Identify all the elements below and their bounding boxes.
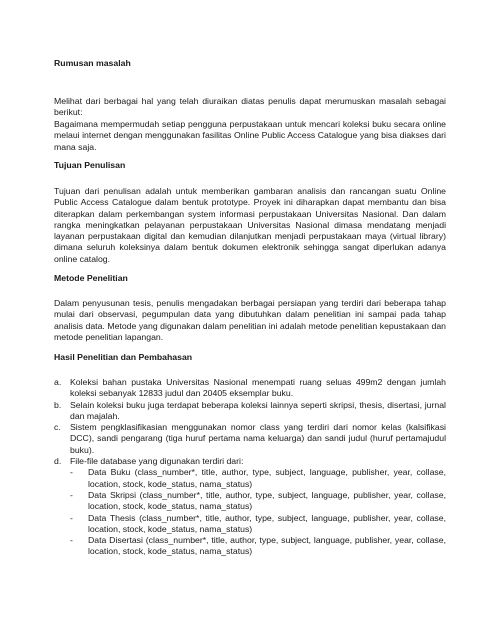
list-marker: d. [54,456,62,467]
list-item [54,400,446,423]
sub-list-item-text: Data Skripsi (class_number*, title, author, type, subject, language, publisher, year, collase, location, stock, kode_status, nama_status) [88,489,446,512]
list-marker: c. [54,422,61,433]
paragraph-metode: Dalam penyusunan tesis, penulis mengadakan berbagai persiapan yang terdiri dari beberapa tahap mulai dari observasi, pegumpulan data yang dibutuhkan dalam penelitian ini sampai pada tahap analisis data. Metode yang digunakan dalam penelitian ini adalah metode penelitian kepustakaan dan metode penelitian lapangan. [54,298,446,342]
heading-metode-penelitian: Metode Penelitian [54,273,128,283]
sub-list-item [54,535,446,558]
sub-list-item [54,467,446,490]
heading-hasil-penelitian: Hasil Penelitian dan Pembahasan [54,352,193,362]
results-list [54,377,446,558]
list-item-text: Sistem pengklasifikasian menggunakan nomor class yang terdiri dari nomor kelas (kalsifikasi DCC), sandi pengarang (tiga huruf pertama nama keluarga) dan sandi judul (huruf pertamajudul buku). [70,422,446,455]
dash-marker: - [70,535,73,546]
sub-list-item-text: Data Buku (class_number*, title, author, type, subject, language, publisher, year, collase, location, stock, kode_status, nama_status) [88,467,446,489]
heading-rumusan-masalah: Rumusan masalah [54,58,131,68]
list-item [54,377,446,400]
list-marker: b. [54,399,62,410]
list-item-text: File-file database yang digunakan terdiri dari: [70,456,244,467]
dash-marker: - [70,489,73,500]
sub-list-item [54,513,446,536]
dash-marker: - [70,467,73,478]
dash-marker: - [70,512,73,523]
heading-tujuan-penulisan: Tujuan Penulisan [54,160,126,170]
list-item-text: Selain koleksi buku juga terdapat beberapa koleksi lainnya seperti skripsi, thesis, disertasi, jurnal dan majalah. [70,399,446,421]
sub-list-item-text: Data Thesis (class_number*, title, author, type, subject, language, publisher, year, collase, location, stock, kode_status, nama_status) [88,512,446,534]
list-item-text: Koleksi bahan pustaka Universitas Nasional menempati ruang seluas 499m2 dengan jumlah koleksi sebanyak 12833 judul dan 20405 eksemplar buku. [70,377,446,399]
list-item [54,422,446,456]
sub-list-item-text: Data Disertasi (class_number*, title, author, type, subject, language, publisher, year, collase, location, stock, kode_status, nama_status) [88,535,446,557]
paragraph-rumusan-body: Bagaimana mempermudah setiap pengguna perpustakaan untuk mencari koleksi buku secara online melaui internet dengan menggunakan fasilitas Online Public Access Catalogue yang bisa diakses dari mana saja. [54,119,446,152]
sub-list-item [54,490,446,513]
list-marker: a. [54,377,62,387]
paragraph-tujuan: Tujuan dari penulisan adalah untuk memberikan gambaran analisis dan rancangan suatu Online Public Access Catalogue dalam bentuk prototype. Proyek ini diharapkan dapat membantu dan bisa diterapkan dalam perkembangan system informasi perpustakaan Universitas Nasional. Dan dalam rangka meningkatkan pelayanan perpustakaan Universitas Nasional dimasa mendatang menjadi layanan perpustakaan digital dan kemudian dilanjutkan menjadi perpustakaan maya (virtual library) dimana seluruh koleksinya dalam bentuk dokumen elektronik sehingga sangat diperlukan adanya online catalog. [54,186,446,264]
list-item [54,456,446,467]
paragraph-rumusan-intro: Melihat dari berbagai hal yang telah diuraikan diatas penulis dapat merumuskan masalah sebagai berikut: [54,96,446,118]
